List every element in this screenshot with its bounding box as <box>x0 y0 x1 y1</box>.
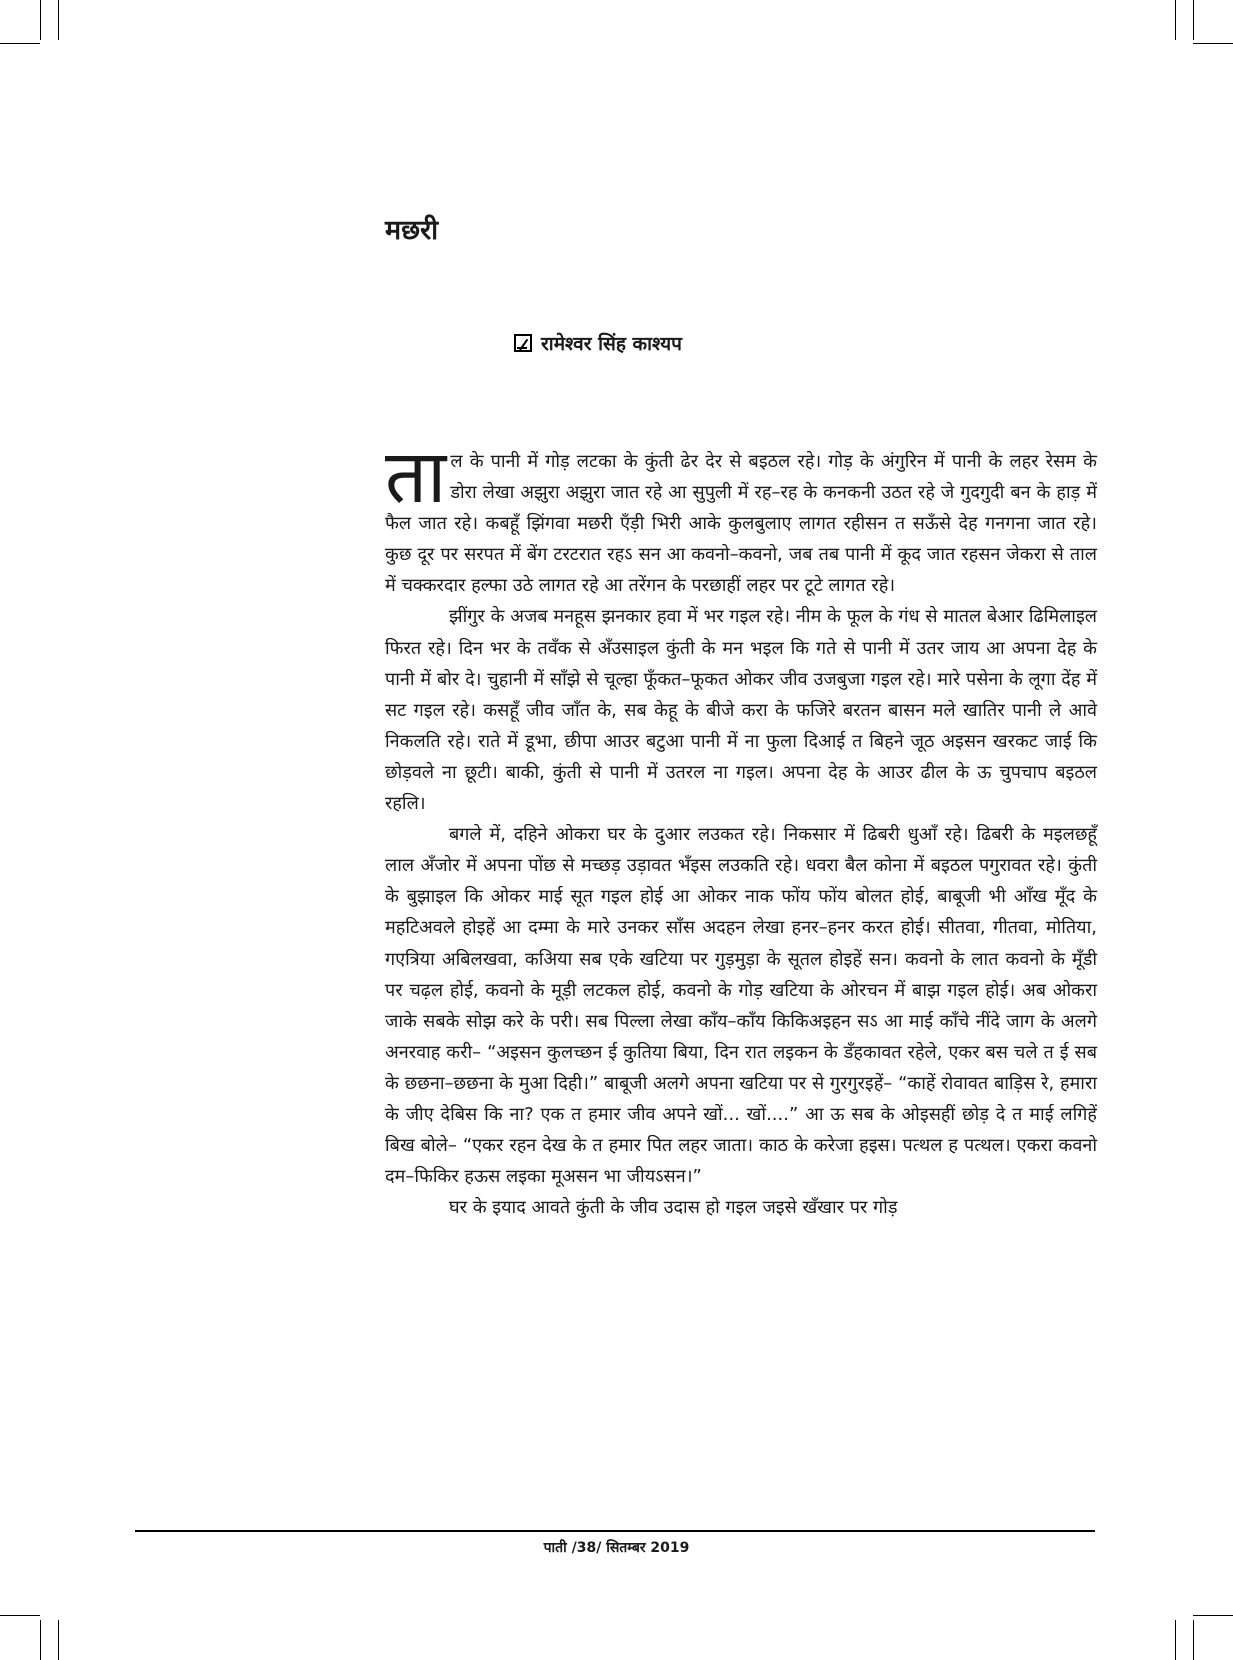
paragraph: घर के इयाद आवते कुंती के जीव उदास हो गइल जइसे खँखार पर गोड़ <box>449 1197 898 1219</box>
author-byline <box>514 330 682 356</box>
crop-mark <box>40 1620 41 1660</box>
crop-mark <box>0 43 40 44</box>
crop-mark <box>1193 43 1233 44</box>
page-title: मछरी <box>385 215 439 246</box>
crop-mark <box>1193 1620 1194 1660</box>
paragraph: झींगुर के अजब मनहूस झनकार हवा में भर गइल रहे। नीम के फूल के गंध से मातल बेआर ढिमिलाइल फिरत रहे। दिन भर के तवँक से अँउसाइल कुंती के मन भइल कि गते से पानी में उतर जाय आ अपना देह के पानी में बोर दे। चुहानी में साँझे से चूल्हा फूँकत–फूकत ओकर जीव उजबुजा गइल रहे। मारे पसेना के लूगा देंह में सट गइल रहे। कसहूँ जीव जाँत के, सब केहू के बीजे करा के फजिरे बरतन बासन मले खातिर पानी ले आवे निकलति रहे। राते में डूभा, छीपा आउर बटुआ पानी में ना फुला दिआई त बिहने जूठ अइसन खरकट जाई कि छोड़वले ना छूटी। बाकी, कुंती से पानी में उतरल ना गइल। अपना देह के आउर ढील के ऊ चुपचाप बइठल रहलि। <box>385 606 1097 815</box>
author-name: रामेश्वर सिंह काश्यप <box>541 333 682 355</box>
pen-icon <box>514 334 532 352</box>
crop-mark <box>58 0 59 40</box>
crop-mark <box>0 1615 40 1616</box>
crop-mark <box>1175 0 1176 40</box>
paragraph-text: ल के पानी में गोड़ लटका के कुंती ढेर देर से बइठल रहे। गोड़ के अंगुरिन में पानी के लहर रेसम के डोरा लेखा अझुरा अझुरा जात रहे आ सुपुली में रह–रह के कनकनी उठत रहे जे गुदगुदी बन के हाड़ में फैल जात रहे। कबहूँ झिंगवा मछरी एँड़ी भिरी आके कुलबुलाए लागत रहीसन त सऊँसे देह गनगना जात रहे। कुछ दूर पर सरपत में बेंग टरटरात रहऽ सन आ कवनो–कवनो, जब तब पानी में कूद जात रहसन जेकरा से ताल में चक्करदार हल्फा उठे लागत रहे आ तरेंगन के परछाहीं लहर पर टूटे लागत रहे। <box>385 451 1097 597</box>
paragraph <box>385 434 1097 601</box>
crop-mark <box>1193 0 1194 40</box>
crop-mark <box>1193 1615 1233 1616</box>
page-footer: पाती /38/ सितम्बर 2019 <box>543 1540 690 1556</box>
crop-mark <box>40 0 41 40</box>
paragraph: बगले में, दहिने ओकरा घर के दुआर लउकत रहे। निकसार में ढिबरी धुआँ रहे। ढिबरी के मइलछहूँ लाल अँजोर में अपना पोंछ से मच्छड़ उड़ावत भँइस लउकति रहे। धवरा बैल कोना में बइठल पगुरावत रहे। कुंती के बुझाइल कि ओकर माई सूत गइल होई आ ओकर नाक फोंय फोंय बोलत होई, बाबूजी भी आँख मूँद के महटिअवले होइहें आ दम्मा के मारे उनकर साँस अदहन लेखा हनर–हनर करत होई। सीतवा, गीतवा, मोतिया, गएत्रिया अबिलखवा, कअिया सब एके खटिया पर गुड़मुड़ा के सूतल होइहें सन। कवनो के लात कवनो के मूँडी पर चढ़ल होई, कवनो के मूड़ी लटकल होई, कवनो के गोड़ खटिया के ओरचन में बाझ गइल होई। अब ओकरा जाके सबके सोझ करे के परी। सब पिल्ला लेखा काँय–काँय किकिअइहन सऽ आ माई काँचे नींदे जाग के अलगे अनरवाह करी– “अइसन कुलच्छन ई कुतिया बिया, दिन रात लइकन के डँहकावत रहेले, एकर बस चले त ई सब के छछना–छछना के मुआ दिही।” बाबूजी अलगे अपना खटिया पर से गुरगुरइहें– “काहें रोवावत बाड़िस रे, हमारा के जीए देबिस कि ना? एक त हमार जीव अपने खों... खों....” आ ऊ सब के ओइसहीं छोड़ दे त माई लगिहें बिख बोले– “एकर रहन देख के त हमार पित लहर जाता। काठ के करेजा हइस। पत्थल ह पत्थल। एकरा कवनो दम–फिकिर हऊस लइका मूअसन भा जीयऽसन।” <box>385 824 1097 1188</box>
crop-mark <box>58 1620 59 1660</box>
article-body <box>385 434 1097 1223</box>
drop-cap: ता <box>385 434 447 520</box>
footer-rule <box>135 1530 1095 1532</box>
crop-mark <box>1175 1620 1176 1660</box>
